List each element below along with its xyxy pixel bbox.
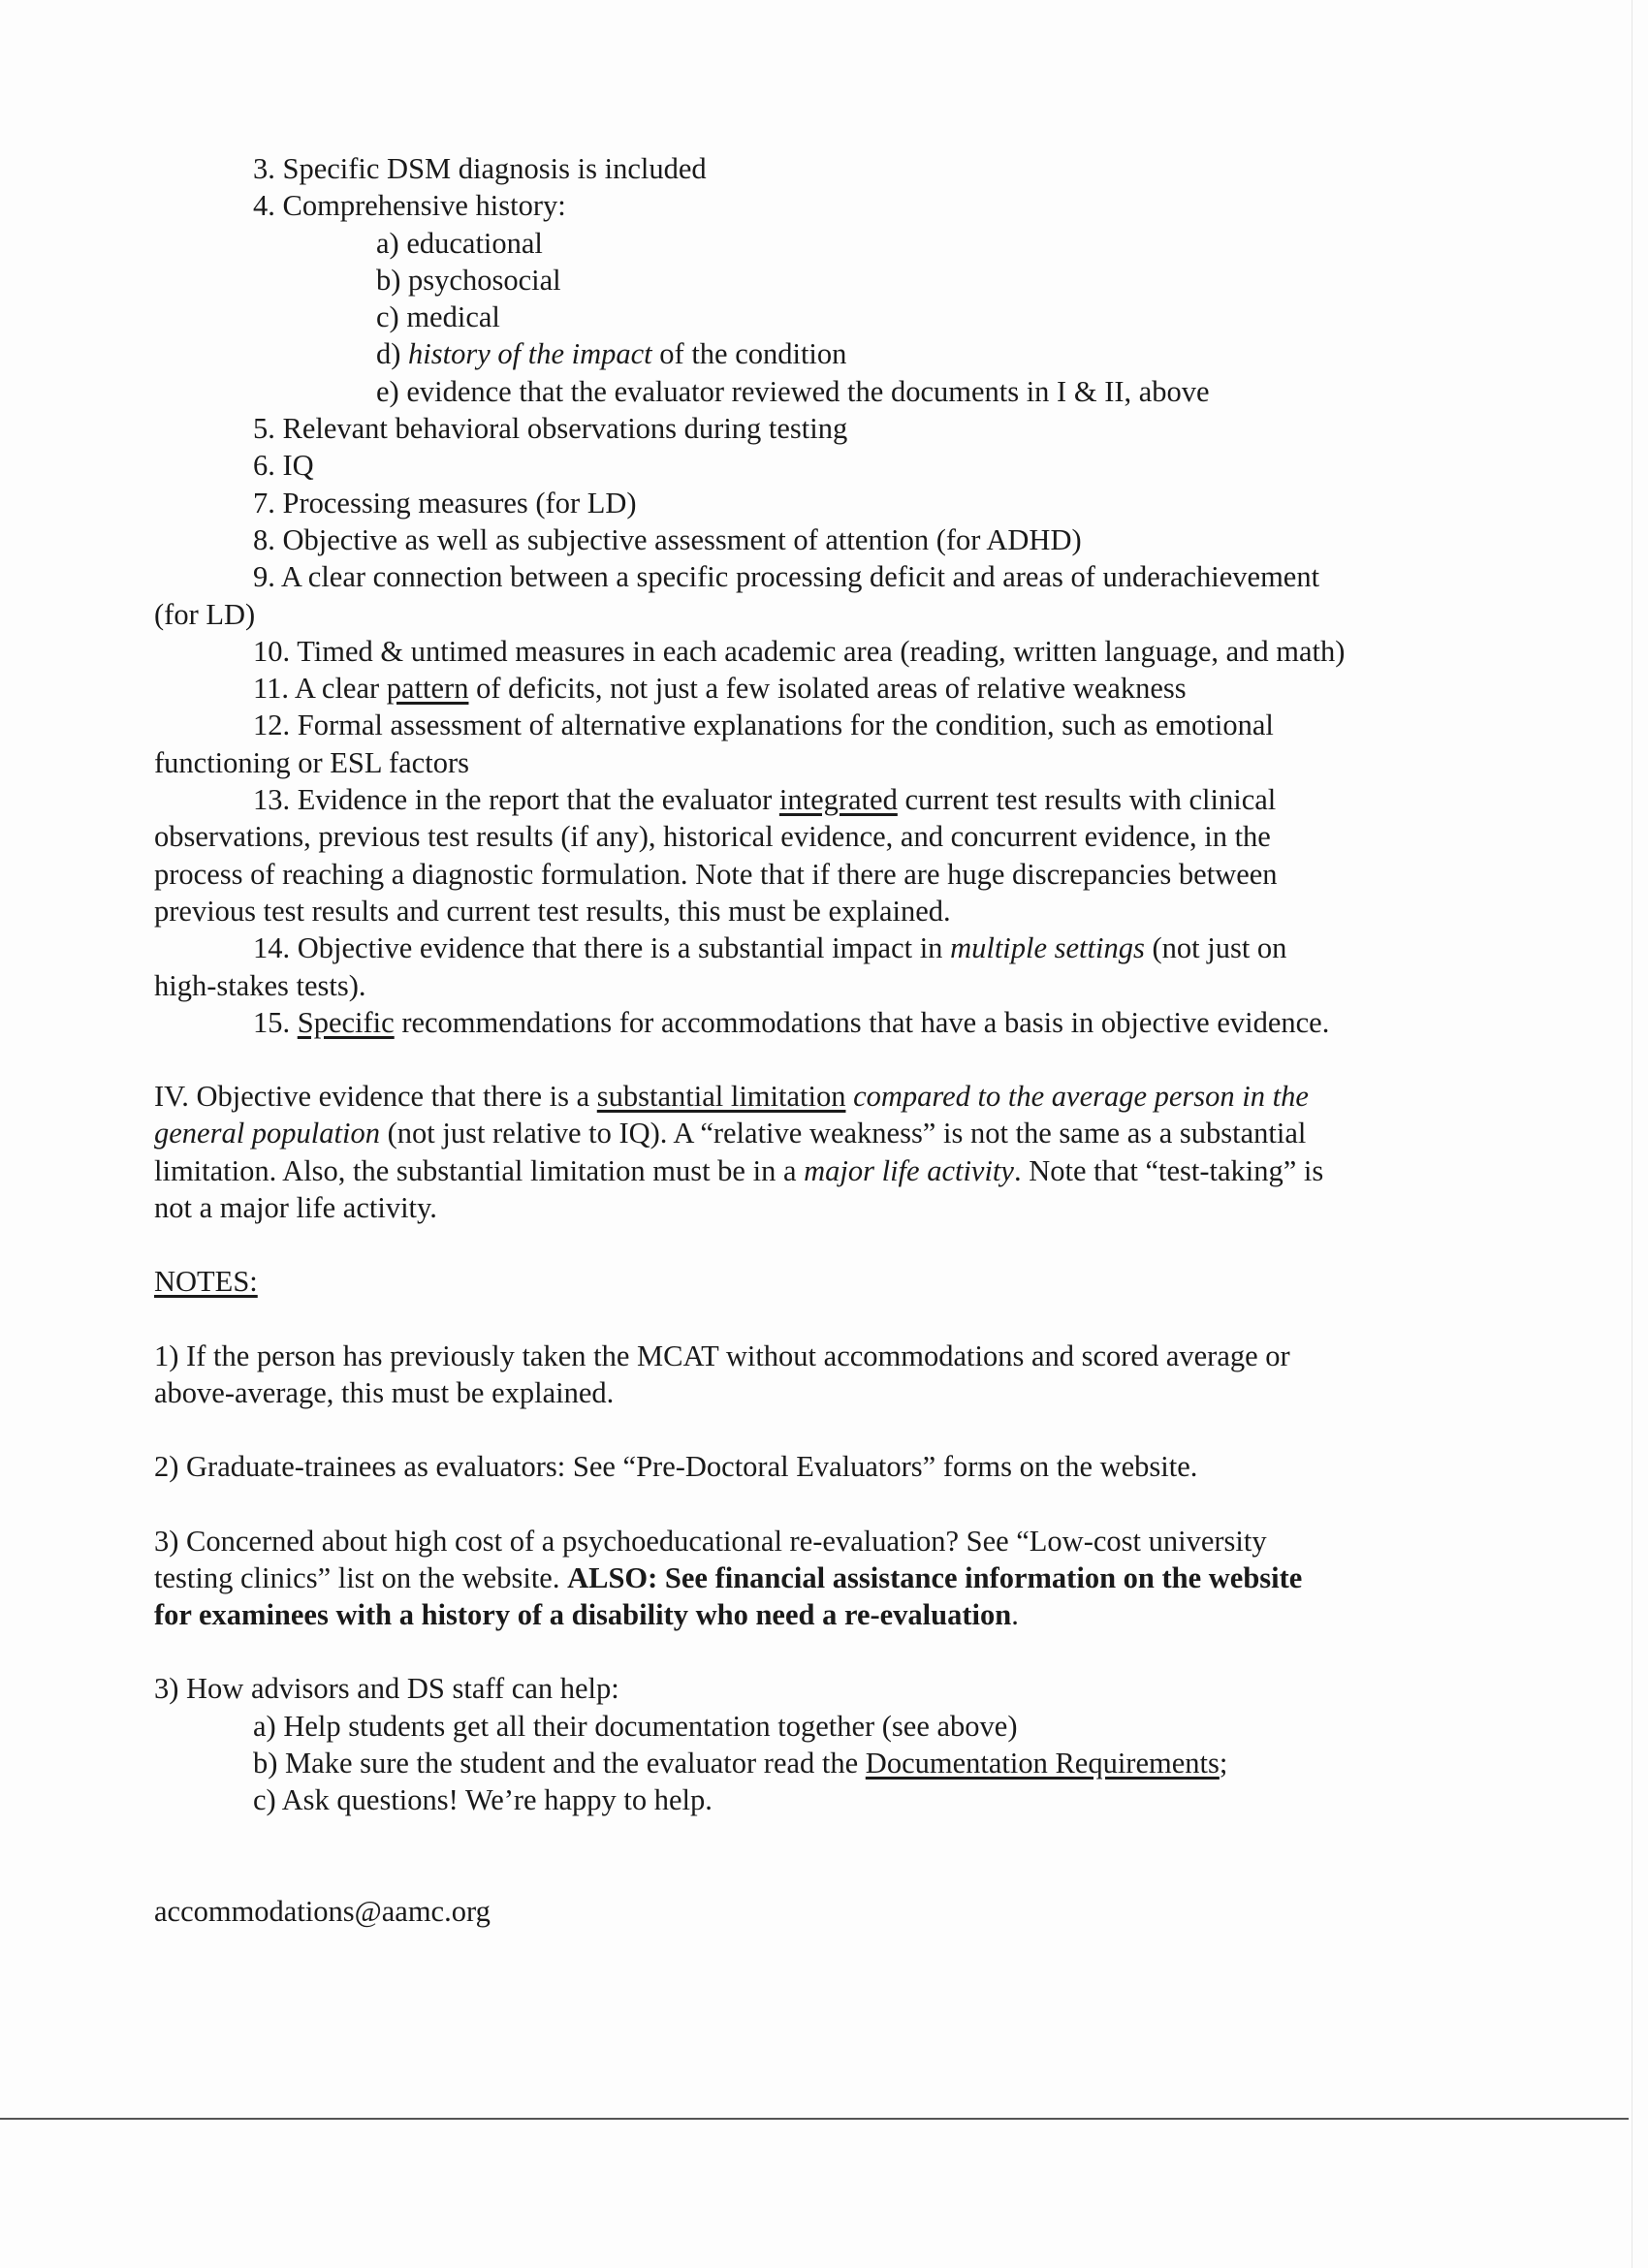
spacer bbox=[154, 1486, 1473, 1523]
history-sub-a: a) educational bbox=[376, 226, 543, 260]
note-4-item-a: a) Help students get all their documentation together (see above) bbox=[253, 1709, 1018, 1743]
note-3-line-3: for examinees with a history of a disability who need a re-evaluation. bbox=[154, 1598, 1019, 1632]
item-13-line-2: observations, previous test results (if any), historical evidence, and concurrent evidence, in the bbox=[154, 820, 1271, 854]
item-text: Specific DSM diagnosis is included bbox=[282, 152, 707, 185]
history-sub-d: d) history of the impact of the condition bbox=[376, 337, 847, 371]
document-body bbox=[154, 150, 1473, 1930]
item-13-line-4: previous test results and current test results, this must be explained. bbox=[154, 894, 951, 928]
item-9-line-2: (for LD) bbox=[154, 597, 256, 631]
spacer bbox=[154, 1819, 1473, 1856]
item-3 bbox=[154, 150, 1473, 187]
item-5: 5. Relevant behavioral observations during testing bbox=[253, 412, 848, 446]
note-3-line-1: 3) Concerned about high cost of a psychoeducational re-evaluation? See “Low-cost university bbox=[154, 1524, 1267, 1558]
item-6: 6. IQ bbox=[253, 449, 314, 483]
emphasis: history of the impact bbox=[408, 337, 652, 371]
item-14-line-2: high-stakes tests). bbox=[154, 968, 366, 1002]
item-10: 10. Timed & untimed measures in each academic area (reading, written language, and math) bbox=[253, 634, 1346, 668]
item-number: 3. bbox=[253, 152, 275, 185]
bold-text: ALSO: See financial assistance information on the website bbox=[567, 1560, 1303, 1594]
section-iv-line-4: not a major life activity. bbox=[154, 1191, 437, 1225]
spacer bbox=[154, 1226, 1473, 1263]
item-14-line-1: 14. Objective evidence that there is a substantial impact in multiple settings (not just on bbox=[253, 931, 1287, 965]
documentation-requirements-link[interactable]: Documentation Requirements bbox=[865, 1746, 1220, 1780]
item-12-line-2: functioning or ESL factors bbox=[154, 745, 469, 779]
history-sub-b: b) psychosocial bbox=[376, 263, 561, 297]
item-text: Comprehensive history: bbox=[282, 189, 566, 223]
note-3-line-2: testing clinics” list on the website. ALSO: See financial assistance information on the website bbox=[154, 1560, 1303, 1594]
spacer bbox=[154, 1856, 1473, 1893]
underlined-text: Specific bbox=[297, 1005, 395, 1039]
note-1-line-1: 1) If the person has previously taken the MCAT without accommodations and scored average or bbox=[154, 1339, 1290, 1372]
spacer bbox=[154, 1041, 1473, 1078]
note-1-line-2: above-average, this must be explained. bbox=[154, 1375, 615, 1409]
scan-edge-line bbox=[0, 2118, 1629, 2120]
item-15: 15. Specific recommendations for accommodations that have a basis in objective evidence. bbox=[253, 1005, 1330, 1039]
history-sub-c: c) medical bbox=[376, 300, 500, 334]
item-13-line-3: process of reaching a diagnostic formulation. Note that if there are huge discrepancies between bbox=[154, 857, 1278, 891]
note-4-item-c: c) Ask questions! We’re happy to help. bbox=[253, 1783, 713, 1817]
spacer bbox=[154, 1301, 1473, 1338]
item-4 bbox=[154, 187, 1473, 224]
underlined-text: integrated bbox=[778, 783, 898, 817]
emphasis: major life activity bbox=[804, 1153, 1014, 1187]
underlined-text: substantial limitation bbox=[596, 1080, 846, 1114]
section-iv-line-1: IV. Objective evidence that there is a substantial limitation compared to the average person in the bbox=[154, 1080, 1309, 1114]
contact-email[interactable]: accommodations@aamc.org bbox=[154, 1894, 491, 1928]
emphasis: general population bbox=[154, 1117, 380, 1150]
item-12-line-1: 12. Formal assessment of alternative explanations for the condition, such as emotional bbox=[253, 709, 1274, 742]
section-iv-line-2: general population (not just relative to IQ). A “relative weakness” is not the same as a substantial bbox=[154, 1117, 1307, 1150]
item-number: 4. bbox=[253, 189, 275, 223]
note-2: 2) Graduate-trainees as evaluators: See “Pre-Doctoral Evaluators” forms on the website. bbox=[154, 1450, 1198, 1484]
emphasis: multiple settings bbox=[950, 931, 1145, 965]
history-sub-e: e) evidence that the evaluator reviewed the documents in I & II, above bbox=[376, 374, 1210, 408]
section-iv-line-3: limitation. Also, the substantial limitation must be in a major life activity. Note that “test-taking” is bbox=[154, 1153, 1324, 1187]
notes-heading: NOTES: bbox=[154, 1265, 258, 1299]
emphasis: compared to the average person in the bbox=[853, 1080, 1309, 1114]
item-13-line-1: 13. Evidence in the report that the evaluator integrated current test results with clinical bbox=[253, 783, 1277, 817]
underlined-text: pattern bbox=[386, 672, 469, 706]
spacer bbox=[154, 1633, 1473, 1670]
item-11: 11. A clear pattern of deficits, not just a few isolated areas of relative weakness bbox=[253, 672, 1187, 706]
item-9-line-1: 9. A clear connection between a specific processing deficit and areas of underachievement bbox=[253, 560, 1320, 594]
item-8: 8. Objective as well as subjective assessment of attention (for ADHD) bbox=[253, 522, 1082, 556]
note-4-heading: 3) How advisors and DS staff can help: bbox=[154, 1672, 619, 1706]
bold-text: for examinees with a history of a disability who need a re-evaluation bbox=[154, 1598, 1012, 1632]
note-4-item-b: b) Make sure the student and the evaluator read the Documentation Requirements; bbox=[253, 1746, 1228, 1780]
spacer bbox=[154, 1411, 1473, 1448]
item-7: 7. Processing measures (for LD) bbox=[253, 486, 637, 520]
